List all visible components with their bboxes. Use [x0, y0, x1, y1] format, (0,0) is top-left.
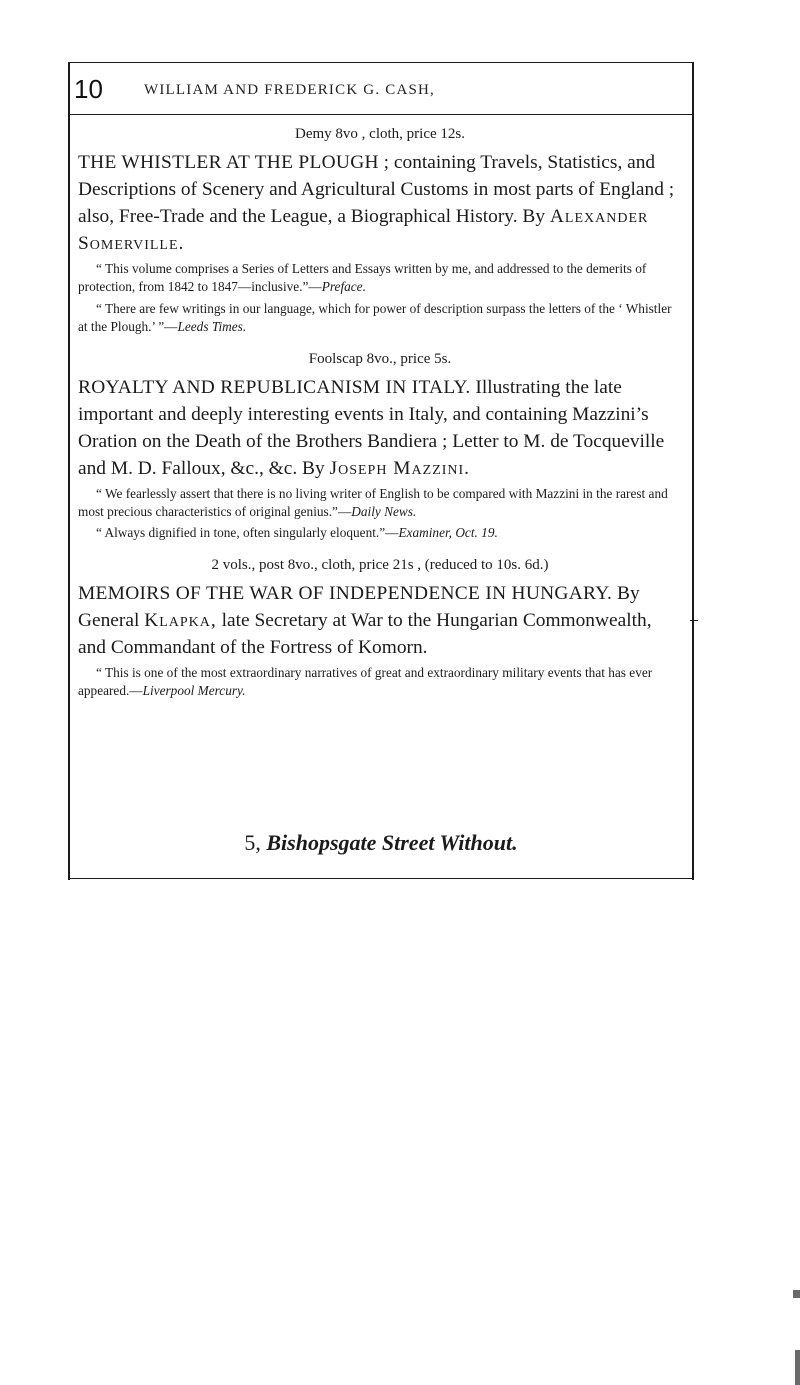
entry-title-caps: ROYALTY AND REPUBLICANISM IN ITALY.	[78, 376, 471, 398]
entry-title	[78, 374, 682, 482]
entry-author: Klapka,	[144, 609, 217, 631]
entry-format: Foolscap 8vo., price 5s.	[308, 350, 452, 367]
publisher-address	[70, 830, 692, 856]
margin-tick	[690, 620, 698, 621]
running-head-title: WILLIAM AND FREDERICK G. CASH,	[144, 82, 435, 98]
address-street: Bishopsgate Street Without.	[266, 830, 518, 855]
review-source: Preface.	[321, 279, 366, 295]
entry-format: 2 vols., post 8vo., cloth, price 21s , (reduced to 10s. 6d.)	[211, 556, 549, 573]
review-text: “ This is one of the most extraordinary narratives of great and extraordinary military events that has ever appeared.—	[78, 664, 653, 699]
review-quote	[78, 664, 682, 701]
entry-description: ; containing Travels, Statistics, and Descriptions of Scenery and Agricultural Customs in most parts of England ; also, Free-Trade and the League, a Biographical History. By	[78, 152, 675, 227]
address-number: 5,	[244, 830, 261, 855]
entry-title-caps: MEMOIRS OF THE WAR OF INDEPENDENCE IN HUNGARY.	[78, 582, 613, 604]
review-text: “ We fearlessly assert that there is no living writer of English to be compared with Mazzini in the rarest and most precious characteristics of original genius.”—	[78, 485, 668, 520]
top-rule	[70, 62, 692, 63]
entry-description: By General	[78, 582, 640, 631]
entry-memoirs-war-hungary	[78, 557, 682, 701]
review-source: Leeds Times.	[177, 319, 247, 335]
advertisement-list	[78, 124, 682, 701]
bottom-rule	[70, 878, 692, 879]
review-source: Liverpool Mercury.	[142, 683, 246, 699]
scan-edge-mark	[793, 1290, 800, 1298]
review-text: “ There are few writings in our language, which for power of description surpass the letters of the ‘ Whistler at the Plough.’ ”—	[78, 300, 672, 335]
entry-title-caps: THE WHISTLER AT THE PLOUGH	[78, 152, 379, 173]
scan-edge-mark	[795, 1350, 800, 1385]
review-quote	[78, 524, 682, 542]
review-text: “ This volume comprises a Series of Letters and Essays written by me, and addressed to the demerits of protection, from 1842 to 1847—inclusive.”—	[78, 261, 647, 295]
review-quote	[78, 260, 682, 297]
entry-royalty-and-republicanism	[78, 351, 682, 543]
review-quote	[78, 300, 682, 337]
entry-whistler-at-the-plough	[78, 126, 682, 337]
entry-author: Alexander Somerville.	[78, 206, 649, 254]
entry-title	[78, 149, 682, 257]
entry-format: Demy 8vo , cloth, price 12s.	[295, 126, 465, 142]
entry-author: Joseph Mazzini.	[329, 457, 471, 479]
page-frame	[68, 62, 694, 880]
entry-title	[78, 580, 682, 661]
running-head	[70, 74, 692, 108]
review-source: Daily News.	[351, 504, 417, 520]
page-number: 10	[74, 74, 103, 104]
entry-description: Illustrating the late important and deeply interesting events in Italy, and containing Mazzini’s Oration on the Death of the Brothers Bandiera ; Letter to M. de Tocqueville and M. D. Falloux, &c., &c. By	[78, 376, 665, 479]
review-source: Examiner, Oct. 19.	[398, 525, 498, 541]
review-text: “ Always dignified in tone, often singularly eloquent.”—	[96, 525, 399, 541]
entry-description-continued: late Secretary at War to the Hungarian Commonwealth, and Commandant of the Fortress of Komorn.	[78, 609, 652, 658]
header-rule	[70, 114, 692, 115]
review-quote	[78, 485, 682, 522]
